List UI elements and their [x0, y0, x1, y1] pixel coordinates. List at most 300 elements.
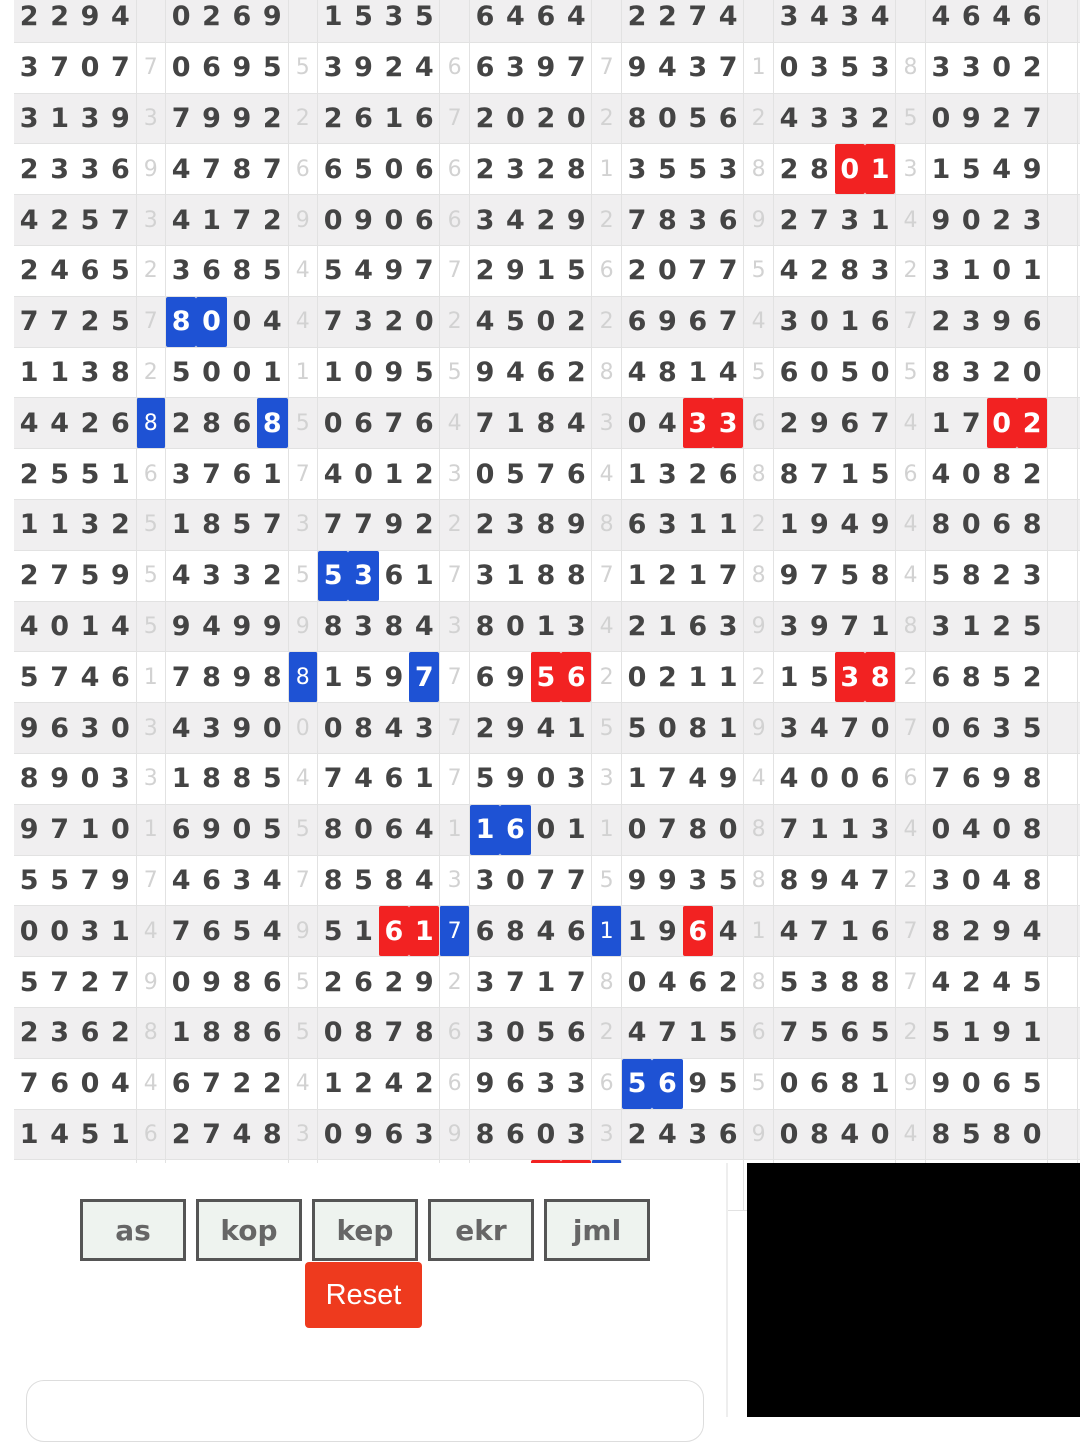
grid-digit[interactable]: 2	[627, 1, 647, 33]
grid-digit[interactable]: 0	[961, 864, 981, 896]
grid-digit[interactable]: 9	[809, 610, 829, 642]
grid-digit[interactable]: 2	[1022, 458, 1042, 490]
grid-digit[interactable]: 0	[658, 102, 677, 134]
separator-digit[interactable]: 2	[743, 500, 773, 550]
separator-digit[interactable]	[1047, 703, 1077, 753]
grid-digit[interactable]: 0	[1022, 1118, 1042, 1150]
grid-digit[interactable]: 9	[627, 52, 647, 84]
separator-digit[interactable]: 5	[591, 856, 621, 906]
grid-digit[interactable]: 7	[809, 458, 829, 490]
grid-digit[interactable]: 4	[506, 1, 525, 33]
separator-digit[interactable]: 0	[288, 703, 318, 753]
grid-digit[interactable]: 1	[110, 458, 130, 490]
grid-digit[interactable]: 5	[318, 551, 348, 601]
grid-digit[interactable]: 3	[779, 712, 799, 744]
grid-digit[interactable]: 1	[262, 458, 282, 490]
separator-digit[interactable]: 2	[743, 94, 773, 144]
grid-digit[interactable]: 6	[506, 1118, 525, 1150]
grid-digit[interactable]: 4	[992, 966, 1012, 998]
separator-digit[interactable]: 2	[591, 652, 621, 702]
grid-digit[interactable]: 2	[627, 1118, 647, 1150]
grid-digit[interactable]: 3	[566, 610, 586, 642]
grid-digit[interactable]: 0	[384, 153, 404, 185]
separator-digit[interactable]	[1047, 94, 1077, 144]
separator-digit[interactable]: 7	[439, 246, 469, 296]
grid-digit[interactable]: 3	[961, 306, 981, 338]
grid-digit[interactable]: 9	[232, 610, 252, 642]
grid-digit[interactable]: 8	[232, 966, 252, 998]
grid-digit[interactable]: 4	[809, 1, 829, 33]
grid-digit[interactable]: 9	[658, 306, 677, 338]
grid-digit[interactable]: 6	[354, 966, 373, 998]
grid-digit[interactable]: 3	[506, 52, 525, 84]
grid-digit[interactable]: 3	[80, 102, 100, 134]
grid-digit[interactable]: 8	[931, 1118, 951, 1150]
grid-digit[interactable]: 3	[809, 966, 829, 998]
separator-digit[interactable]: 5	[743, 246, 773, 296]
grid-digit[interactable]: 6	[379, 906, 409, 956]
grid-digit[interactable]: 5	[354, 864, 373, 896]
grid-digit[interactable]: 1	[627, 560, 647, 592]
separator-digit[interactable]	[1047, 856, 1077, 906]
separator-digit[interactable]: 6	[288, 144, 318, 194]
grid-digit[interactable]: 8	[870, 560, 890, 592]
grid-digit[interactable]: 8	[992, 1118, 1012, 1150]
grid-digit[interactable]: 6	[110, 661, 130, 693]
grid-digit[interactable]: 0	[835, 144, 865, 194]
grid-digit[interactable]: 5	[809, 661, 829, 693]
grid-digit[interactable]: 6	[500, 805, 530, 855]
grid-digit[interactable]: 8	[202, 763, 221, 795]
grid-digit[interactable]: 2	[992, 560, 1012, 592]
separator-digit[interactable]: 5	[895, 94, 925, 144]
separator-digit[interactable]: 4	[895, 805, 925, 855]
grid-digit[interactable]: 9	[171, 610, 191, 642]
grid-digit[interactable]: 6	[870, 763, 890, 795]
separator-digit[interactable]	[1047, 195, 1077, 245]
separator-digit[interactable]: 9	[136, 144, 166, 194]
separator-digit[interactable]: 4	[895, 195, 925, 245]
grid-digit[interactable]: 6	[627, 509, 647, 541]
grid-digit[interactable]: 6	[232, 1, 252, 33]
grid-digit[interactable]: 5	[870, 458, 890, 490]
grid-digit[interactable]: 7	[779, 814, 799, 846]
grid-digit[interactable]: 3	[1022, 204, 1042, 236]
grid-digit[interactable]: 2	[475, 153, 495, 185]
grid-digit[interactable]: 1	[961, 1017, 981, 1049]
grid-digit[interactable]: 8	[566, 153, 586, 185]
grid-digit[interactable]: 2	[992, 102, 1012, 134]
grid-digit[interactable]: 3	[688, 204, 708, 236]
grid-digit[interactable]: 8	[414, 1017, 434, 1049]
grid-digit[interactable]: 7	[110, 966, 130, 998]
grid-digit[interactable]: 6	[961, 712, 981, 744]
grid-digit[interactable]: 8	[779, 458, 799, 490]
grid-digit[interactable]: 1	[870, 1068, 890, 1100]
grid-digit[interactable]: 5	[232, 509, 252, 541]
grid-digit[interactable]: 0	[354, 356, 373, 388]
separator-digit[interactable]: 6	[439, 195, 469, 245]
grid-digit[interactable]: 8	[840, 966, 860, 998]
grid-digit[interactable]: 6	[475, 661, 495, 693]
grid-digit[interactable]: 0	[506, 102, 525, 134]
separator-digit[interactable]: 2	[895, 652, 925, 702]
grid-digit[interactable]: 5	[779, 966, 799, 998]
grid-digit[interactable]: 2	[566, 306, 586, 338]
grid-digit[interactable]: 4	[961, 814, 981, 846]
grid-digit[interactable]: 9	[384, 661, 404, 693]
grid-digit[interactable]: 0	[566, 102, 586, 134]
separator-digit[interactable]: 7	[895, 957, 925, 1007]
separator-digit[interactable]: 2	[591, 1008, 621, 1058]
grid-digit[interactable]: 8	[323, 610, 343, 642]
separator-digit[interactable]: 5	[288, 805, 318, 855]
separator-digit[interactable]	[1047, 449, 1077, 499]
separator-digit[interactable]: 7	[895, 297, 925, 347]
separator-digit[interactable]: 9	[743, 703, 773, 753]
grid-digit[interactable]: 5	[354, 153, 373, 185]
grid-digit[interactable]: 4	[658, 407, 677, 439]
grid-digit[interactable]: 0	[992, 255, 1012, 287]
grid-digit[interactable]: 6	[840, 407, 860, 439]
grid-digit[interactable]: 0	[262, 712, 282, 744]
grid-digit[interactable]: 0	[171, 52, 191, 84]
separator-digit[interactable]: 6	[439, 43, 469, 93]
grid-digit[interactable]: 2	[19, 560, 39, 592]
grid-digit[interactable]: 6	[262, 1017, 282, 1049]
grid-digit[interactable]: 0	[961, 458, 981, 490]
grid-digit[interactable]: 7	[536, 458, 556, 490]
grid-digit[interactable]: 6	[232, 407, 252, 439]
separator-digit[interactable]	[1047, 43, 1077, 93]
grid-digit[interactable]: 1	[323, 356, 343, 388]
grid-digit[interactable]: 3	[202, 712, 221, 744]
grid-digit[interactable]: 8	[506, 915, 525, 947]
grid-digit[interactable]: 4	[840, 864, 860, 896]
grid-digit[interactable]: 3	[19, 102, 39, 134]
separator-digit[interactable]: 1	[743, 906, 773, 956]
grid-digit[interactable]: 6	[171, 1068, 191, 1100]
grid-digit[interactable]: 1	[931, 407, 951, 439]
grid-digit[interactable]: 0	[779, 1118, 799, 1150]
grid-digit[interactable]: 3	[992, 712, 1012, 744]
grid-digit[interactable]: 7	[658, 1017, 677, 1049]
grid-digit[interactable]: 5	[840, 52, 860, 84]
grid-digit[interactable]: 5	[110, 306, 130, 338]
grid-digit[interactable]: 2	[50, 204, 69, 236]
grid-digit[interactable]: 8	[809, 153, 829, 185]
separator-digit[interactable]: 2	[439, 500, 469, 550]
grid-digit[interactable]: 8	[19, 763, 39, 795]
grid-digit[interactable]: 1	[80, 610, 100, 642]
grid-digit[interactable]: 6	[475, 52, 495, 84]
grid-digit[interactable]: 6	[779, 356, 799, 388]
grid-digit[interactable]: 0	[232, 814, 252, 846]
grid-digit[interactable]: 6	[50, 1068, 69, 1100]
grid-digit[interactable]: 7	[1022, 102, 1042, 134]
grid-digit[interactable]: 2	[414, 509, 434, 541]
grid-digit[interactable]: 4	[475, 306, 495, 338]
grid-digit[interactable]: 0	[1022, 356, 1042, 388]
grid-digit[interactable]: 4	[110, 610, 130, 642]
separator-digit[interactable]	[288, 0, 318, 42]
grid-digit[interactable]: 2	[475, 509, 495, 541]
grid-digit[interactable]: 1	[19, 1118, 39, 1150]
grid-digit[interactable]: 2	[1022, 661, 1042, 693]
grid-digit[interactable]: 9	[688, 1068, 708, 1100]
grid-digit[interactable]: 8	[232, 255, 252, 287]
grid-digit[interactable]: 9	[384, 509, 404, 541]
grid-digit[interactable]: 1	[1022, 1017, 1042, 1049]
grid-digit[interactable]: 4	[506, 356, 525, 388]
grid-digit[interactable]: 6	[1022, 306, 1042, 338]
grid-digit[interactable]: 2	[718, 966, 738, 998]
grid-digit[interactable]: 4	[414, 610, 434, 642]
grid-digit[interactable]: 9	[19, 712, 39, 744]
grid-digit[interactable]: 4	[718, 915, 738, 947]
grid-digit[interactable]: 6	[688, 306, 708, 338]
separator-digit[interactable]: 5	[591, 703, 621, 753]
grid-digit[interactable]: 0	[536, 763, 556, 795]
grid-digit[interactable]: 6	[384, 814, 404, 846]
separator-digit[interactable]: 3	[136, 195, 166, 245]
grid-digit[interactable]: 1	[931, 153, 951, 185]
grid-digit[interactable]: 9	[354, 204, 373, 236]
grid-digit[interactable]: 8	[931, 915, 951, 947]
grid-digit[interactable]: 4	[262, 864, 282, 896]
separator-digit[interactable]: 7	[439, 551, 469, 601]
grid-digit[interactable]: 6	[992, 1068, 1012, 1100]
grid-digit[interactable]: 9	[232, 712, 252, 744]
grid-digit[interactable]: 5	[80, 204, 100, 236]
separator-digit[interactable]: 2	[895, 856, 925, 906]
separator-digit[interactable]: 1	[439, 805, 469, 855]
grid-digit[interactable]: 7	[19, 306, 39, 338]
separator-digit[interactable]: 2	[591, 297, 621, 347]
separator-digit[interactable]	[1047, 602, 1077, 652]
separator-digit[interactable]: 4	[591, 449, 621, 499]
grid-digit[interactable]: 4	[171, 864, 191, 896]
separator-digit[interactable]: 5	[895, 348, 925, 398]
grid-digit[interactable]: 9	[536, 52, 556, 84]
grid-digit[interactable]: 7	[718, 52, 738, 84]
grid-digit[interactable]: 3	[384, 1, 404, 33]
grid-digit[interactable]: 1	[323, 1068, 343, 1100]
grid-digit[interactable]: 7	[688, 1, 708, 33]
grid-digit[interactable]: 6	[414, 153, 434, 185]
grid-digit[interactable]: 3	[658, 509, 677, 541]
grid-digit[interactable]: 7	[50, 52, 69, 84]
grid-digit[interactable]: 1	[354, 915, 373, 947]
grid-digit[interactable]: 0	[323, 712, 343, 744]
grid-digit[interactable]: 5	[840, 560, 860, 592]
grid-digit[interactable]: 8	[475, 610, 495, 642]
grid-digit[interactable]: 0	[987, 398, 1017, 448]
grid-digit[interactable]: 3	[80, 712, 100, 744]
grid-digit[interactable]: 2	[536, 102, 556, 134]
separator-digit[interactable]: 1	[136, 805, 166, 855]
grid-digit[interactable]: 5	[262, 52, 282, 84]
grid-digit[interactable]: 0	[506, 864, 525, 896]
grid-digit[interactable]: 7	[110, 204, 130, 236]
grid-digit[interactable]: 0	[870, 1118, 890, 1150]
grid-digit[interactable]: 3	[171, 255, 191, 287]
grid-digit[interactable]: 4	[718, 1, 738, 33]
grid-digit[interactable]: 3	[414, 712, 434, 744]
grid-digit[interactable]: 8	[202, 661, 221, 693]
grid-digit[interactable]: 9	[870, 509, 890, 541]
grid-digit[interactable]: 9	[809, 509, 829, 541]
grid-digit[interactable]: 3	[931, 255, 951, 287]
grid-digit[interactable]: 8	[202, 1017, 221, 1049]
grid-digit[interactable]: 9	[658, 864, 677, 896]
grid-digit[interactable]: 5	[531, 652, 561, 702]
grid-digit[interactable]: 9	[354, 52, 373, 84]
grid-digit[interactable]: 6	[232, 458, 252, 490]
grid-digit[interactable]: 5	[622, 1059, 652, 1109]
grid-digit[interactable]: 0	[110, 712, 130, 744]
grid-digit[interactable]: 4	[658, 966, 677, 998]
grid-digit[interactable]: 9	[961, 102, 981, 134]
grid-digit[interactable]: 9	[80, 1, 100, 33]
grid-digit[interactable]: 5	[50, 864, 69, 896]
grid-digit[interactable]: 2	[931, 306, 951, 338]
separator-digit[interactable]: 5	[288, 43, 318, 93]
grid-digit[interactable]: 6	[566, 915, 586, 947]
grid-digit[interactable]: 0	[658, 712, 677, 744]
reset-button[interactable]: Reset	[305, 1262, 422, 1328]
grid-digit[interactable]: 3	[414, 1118, 434, 1150]
separator-digit[interactable]: 4	[288, 246, 318, 296]
grid-digit[interactable]: 6	[171, 814, 191, 846]
grid-digit[interactable]: 3	[202, 560, 221, 592]
separator-digit[interactable]	[1047, 652, 1077, 702]
grid-digit[interactable]: 5	[658, 153, 677, 185]
grid-digit[interactable]: 0	[931, 102, 951, 134]
grid-digit[interactable]: 7	[50, 814, 69, 846]
grid-digit[interactable]: 7	[809, 204, 829, 236]
separator-digit[interactable]: 6	[591, 246, 621, 296]
grid-digit[interactable]: 3	[931, 52, 951, 84]
grid-digit[interactable]: 9	[110, 102, 130, 134]
grid-digit[interactable]: 3	[931, 610, 951, 642]
grid-digit[interactable]: 7	[232, 204, 252, 236]
grid-digit[interactable]: 2	[779, 204, 799, 236]
grid-digit[interactable]: 0	[110, 814, 130, 846]
grid-digit[interactable]: 3	[713, 398, 743, 448]
grid-digit[interactable]: 6	[688, 610, 708, 642]
grid-digit[interactable]: 0	[536, 1118, 556, 1150]
grid-digit[interactable]: 5	[718, 1068, 738, 1100]
grid-digit[interactable]: 7	[50, 966, 69, 998]
separator-digit[interactable]: 1	[136, 652, 166, 702]
grid-digit[interactable]: 0	[202, 356, 221, 388]
grid-digit[interactable]: 3	[870, 814, 890, 846]
grid-digit[interactable]: 5	[354, 1, 373, 33]
separator-digit[interactable]	[1047, 500, 1077, 550]
grid-digit[interactable]: 8	[566, 560, 586, 592]
grid-digit[interactable]: 1	[809, 814, 829, 846]
grid-digit[interactable]: 9	[506, 763, 525, 795]
grid-digit[interactable]: 5	[1022, 966, 1042, 998]
separator-digit[interactable]	[1047, 754, 1077, 804]
as-button[interactable]: as	[80, 1199, 186, 1261]
separator-digit[interactable]	[136, 0, 166, 42]
grid-digit[interactable]: 0	[354, 814, 373, 846]
separator-digit[interactable]: 8	[743, 805, 773, 855]
separator-digit[interactable]: 9	[743, 1110, 773, 1160]
grid-digit[interactable]: 0	[658, 255, 677, 287]
separator-digit[interactable]: 3	[439, 856, 469, 906]
grid-digit[interactable]: 3	[718, 153, 738, 185]
grid-digit[interactable]: 8	[992, 458, 1012, 490]
grid-digit[interactable]: 6	[202, 915, 221, 947]
grid-digit[interactable]: 0	[50, 915, 69, 947]
grid-digit[interactable]: 6	[931, 661, 951, 693]
grid-digit[interactable]: 2	[80, 407, 100, 439]
grid-digit[interactable]: 9	[1022, 153, 1042, 185]
separator-digit[interactable]: 5	[288, 551, 318, 601]
grid-digit[interactable]: 7	[536, 864, 556, 896]
grid-digit[interactable]: 9	[354, 1118, 373, 1150]
grid-digit[interactable]: 7	[718, 255, 738, 287]
grid-digit[interactable]: 5	[19, 966, 39, 998]
grid-digit[interactable]: 0	[840, 763, 860, 795]
grid-digit[interactable]: 9	[50, 763, 69, 795]
grid-digit[interactable]: 4	[931, 458, 951, 490]
grid-digit[interactable]: 1	[384, 102, 404, 134]
grid-digit[interactable]: 4	[627, 356, 647, 388]
grid-digit[interactable]: 0	[171, 1, 191, 33]
grid-digit[interactable]: 7	[506, 966, 525, 998]
grid-digit[interactable]: 7	[718, 560, 738, 592]
grid-digit[interactable]: 3	[779, 1, 799, 33]
grid-digit[interactable]: 6	[683, 906, 713, 956]
separator-digit[interactable]: 8	[743, 957, 773, 1007]
grid-digit[interactable]: 3	[232, 560, 252, 592]
grid-digit[interactable]: 0	[80, 763, 100, 795]
separator-digit[interactable]: 9	[743, 195, 773, 245]
grid-digit[interactable]: 2	[536, 204, 556, 236]
separator-digit[interactable]: 2	[439, 957, 469, 1007]
grid-digit[interactable]: 4	[171, 153, 191, 185]
grid-digit[interactable]: 5	[414, 1, 434, 33]
grid-digit[interactable]: 7	[566, 966, 586, 998]
grid-digit[interactable]: 9	[809, 407, 829, 439]
grid-digit[interactable]: 9	[992, 763, 1012, 795]
grid-digit[interactable]: 3	[475, 1017, 495, 1049]
grid-digit[interactable]: 4	[232, 1118, 252, 1150]
separator-digit[interactable]: 3	[288, 500, 318, 550]
grid-digit[interactable]: 4	[110, 1, 130, 33]
grid-digit[interactable]: 1	[409, 906, 439, 956]
grid-digit[interactable]: 4	[931, 966, 951, 998]
separator-digit[interactable]	[1047, 144, 1077, 194]
separator-digit[interactable]: 4	[895, 398, 925, 448]
grid-digit[interactable]: 6	[50, 712, 69, 744]
grid-digit[interactable]: 0	[323, 1017, 343, 1049]
grid-digit[interactable]: 6	[961, 763, 981, 795]
grid-digit[interactable]: 8	[931, 356, 951, 388]
separator-digit[interactable]: 4	[743, 297, 773, 347]
grid-digit[interactable]: 3	[323, 52, 343, 84]
grid-digit[interactable]: 0	[50, 610, 69, 642]
grid-digit[interactable]: 1	[627, 458, 647, 490]
grid-digit[interactable]: 5	[718, 1017, 738, 1049]
grid-digit[interactable]: 7	[202, 1068, 221, 1100]
separator-digit[interactable]: 7	[136, 297, 166, 347]
grid-digit[interactable]: 3	[232, 864, 252, 896]
